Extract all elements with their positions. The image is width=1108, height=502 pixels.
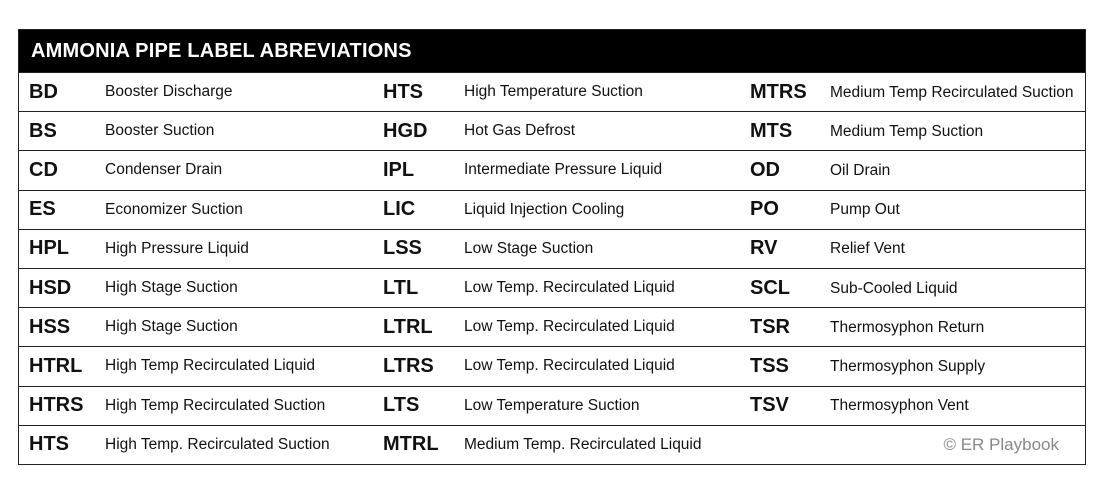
abbreviation: HPL [29,237,69,260]
table-row [19,346,1085,385]
description: Low Temperature Suction [464,396,640,414]
description: Low Temp. Recirculated Liquid [464,318,675,336]
abbreviation: OD [750,158,780,181]
description: High Pressure Liquid [105,239,249,257]
description: Booster Suction [105,122,215,140]
table-row [19,111,1085,150]
description: Oil Drain [830,161,891,179]
description: High Temp Recirculated Suction [105,396,326,414]
abbreviation: TSS [750,354,789,377]
abbreviation: HGD [383,119,428,142]
description: Sub-Cooled Liquid [830,279,958,297]
abbreviation: TSV [750,394,789,417]
table-row [19,72,1085,111]
description: Thermosyphon Return [830,318,985,336]
description: Medium Temp Suction [830,122,984,140]
description: High Temperature Suction [464,83,643,101]
description: Low Temp. Recirculated Liquid [464,279,675,297]
abbreviation-table [18,29,1086,465]
description: Medium Temp. Recirculated Liquid [464,435,702,453]
abbreviation: HSD [29,276,72,299]
description: Booster Discharge [105,83,233,101]
abbreviation: HTRL [29,354,83,377]
abbreviation: LTS [383,394,420,417]
table-row [19,268,1085,307]
abbreviation: LSS [383,237,422,260]
table-row [19,425,1085,464]
abbreviation: RV [750,237,778,260]
table-row [19,386,1085,425]
abbreviation: MTS [750,119,793,142]
description: High Stage Suction [105,279,238,297]
copyright-credit: © ER Playbook [943,434,1059,454]
description: Intermediate Pressure Liquid [464,161,663,179]
description: High Temp. Recirculated Suction [105,435,330,453]
abbreviation: SCL [750,276,790,299]
table-title: AMMONIA PIPE LABEL ABREVIATIONS [19,30,1085,72]
description: Low Stage Suction [464,239,594,257]
table-row [19,190,1085,229]
description: High Stage Suction [105,318,238,336]
abbreviation: HTS [383,80,423,103]
description: High Temp Recirculated Liquid [105,357,315,375]
description: Pump Out [830,201,900,219]
abbreviation: HTRS [29,394,84,417]
table-row [19,150,1085,189]
abbreviation: LTRS [383,354,434,377]
abbreviation: BD [29,80,58,103]
description: Hot Gas Defrost [464,122,576,140]
abbreviation: MTRL [383,433,439,456]
table-row [19,229,1085,268]
description: Thermosyphon Vent [830,397,969,415]
abbreviation: IPL [383,158,415,181]
abbreviation: LIC [383,198,416,221]
description: Low Temp. Recirculated Liquid [464,357,675,375]
abbreviation: MTRS [750,80,807,103]
abbreviation: CD [29,158,58,181]
abbreviation: BS [29,119,57,142]
description: Economizer Suction [105,200,243,218]
description: Liquid Injection Cooling [464,200,625,218]
description: Thermosyphon Supply [830,357,986,375]
abbreviation: LTL [383,276,419,299]
abbreviation: LTRL [383,315,433,338]
description: Condenser Drain [105,161,223,179]
abbreviation: ES [29,198,56,221]
abbreviation: HSS [29,315,71,338]
table-row [19,307,1085,346]
description: Relief Vent [830,240,905,258]
abbreviation: PO [750,198,779,221]
abbreviation: TSR [750,315,790,338]
description: Medium Temp Recirculated Suction [830,83,1074,101]
abbreviation: HTS [29,433,69,456]
